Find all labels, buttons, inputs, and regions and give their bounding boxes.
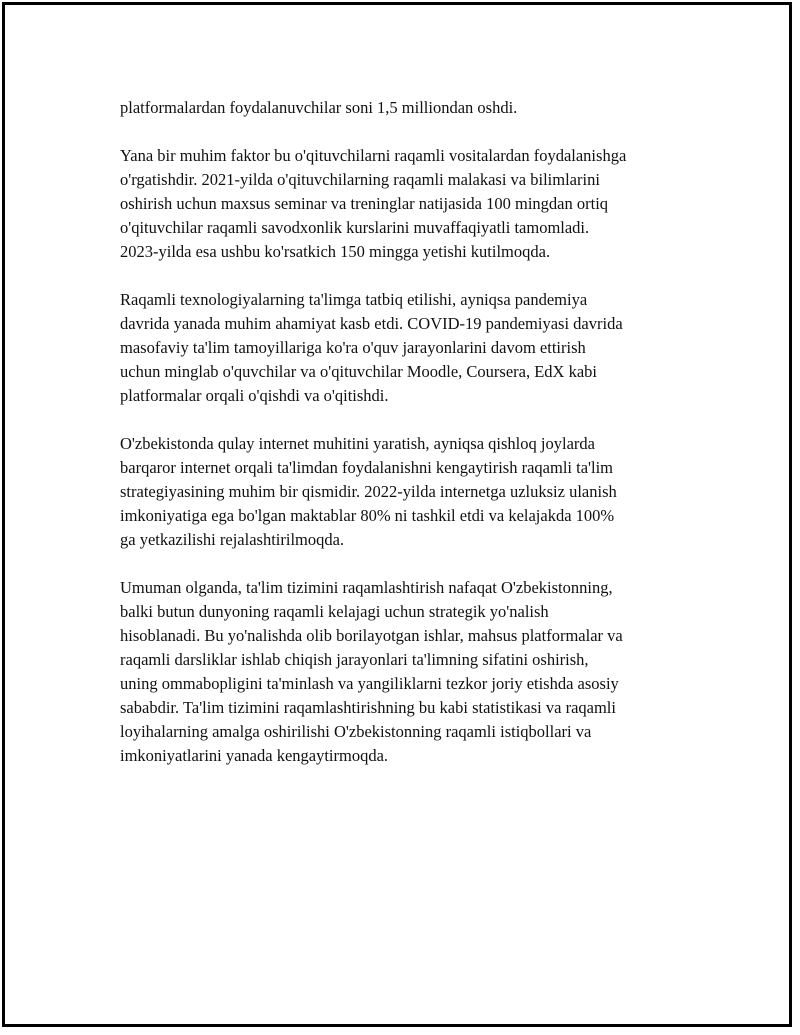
- text-line: oshirish uchun maxsus seminar va treninglar natijasida 100 mingdan ortiq: [120, 194, 609, 213]
- document-page: [2, 2, 792, 1027]
- text-line: ga yetkazilishi rejalashtirilmoqda.: [120, 530, 345, 549]
- text-line: strategiyasining muhim bir qismidir. 2022-yilda internetga uzluksiz ulanish: [120, 482, 617, 501]
- text-line: platformalardan foydalanuvchilar soni 1,5 milliondan oshdi.: [120, 98, 518, 117]
- paragraph-5: [120, 576, 710, 768]
- text-line: raqamli darsliklar ishlab chiqish jarayonlari ta'limning sifatini oshirish,: [120, 650, 589, 669]
- text-line: imkoniyatiga ega bo'lgan maktablar 80% ni tashkil etdi va kelajakda 100%: [120, 506, 615, 525]
- text-line: Yana bir muhim faktor bu o'qituvchilarni raqamli vositalardan foydalanishga: [120, 146, 627, 165]
- text-line: imkoniyatlarini yanada kengaytirmoqda.: [120, 746, 389, 765]
- paragraph-2: [120, 144, 710, 264]
- text-line: barqaror internet orqali ta'limdan foydalanishni kengaytirish raqamli ta'lim: [120, 458, 614, 477]
- text-line: uning ommabopligini ta'minlash va yangiliklarni tezkor joriy etishda asosiy: [120, 674, 619, 693]
- text-line: o'rgatishdir. 2021-yilda o'qituvchilarning raqamli malakasi va bilimlarini: [120, 170, 600, 189]
- text-line: sababdir. Ta'lim tizimini raqamlashtirishning bu kabi statistikasi va raqamli: [120, 698, 616, 717]
- paragraph-1: [120, 96, 710, 120]
- text-line: 2023-yilda esa ushbu ko'rsatkich 150 mingga yetishi kutilmoqda.: [120, 242, 551, 261]
- text-line: davrida yanada muhim ahamiyat kasb etdi. COVID-19 pandemiyasi davrida: [120, 314, 623, 333]
- text-line: platformalar orqali o'qishdi va o'qitishdi.: [120, 386, 389, 405]
- text-line: O'zbekistonda qulay internet muhitini yaratish, ayniqsa qishloq joylarda: [120, 434, 595, 453]
- text-line: masofaviy ta'lim tamoyillariga ko'ra o'quv jarayonlarini davom ettirish: [120, 338, 586, 357]
- text-line: o'qituvchilar raqamli savodxonlik kurslarini muvaffaqiyatli tamomladi.: [120, 218, 590, 237]
- text-line: balki butun dunyoning raqamli kelajagi uchun strategik yo'nalish: [120, 602, 549, 621]
- text-line: Raqamli texnologiyalarning ta'limga tatbiq etilishi, ayniqsa pandemiya: [120, 290, 588, 309]
- text-line: hisoblanadi. Bu yo'nalishda olib borilayotgan ishlar, mahsus platformalar va: [120, 626, 623, 645]
- paragraph-3: [120, 288, 710, 408]
- text-line: Umuman olganda, ta'lim tizimini raqamlashtirish nafaqat O'zbekistonning,: [120, 578, 613, 597]
- document-body: [120, 96, 710, 792]
- paragraph-4: [120, 432, 710, 552]
- text-line: loyihalarning amalga oshirilishi O'zbekistonning raqamli istiqbollari va: [120, 722, 592, 741]
- text-line: uchun minglab o'quvchilar va o'qituvchilar Moodle, Coursera, EdX kabi: [120, 362, 598, 381]
